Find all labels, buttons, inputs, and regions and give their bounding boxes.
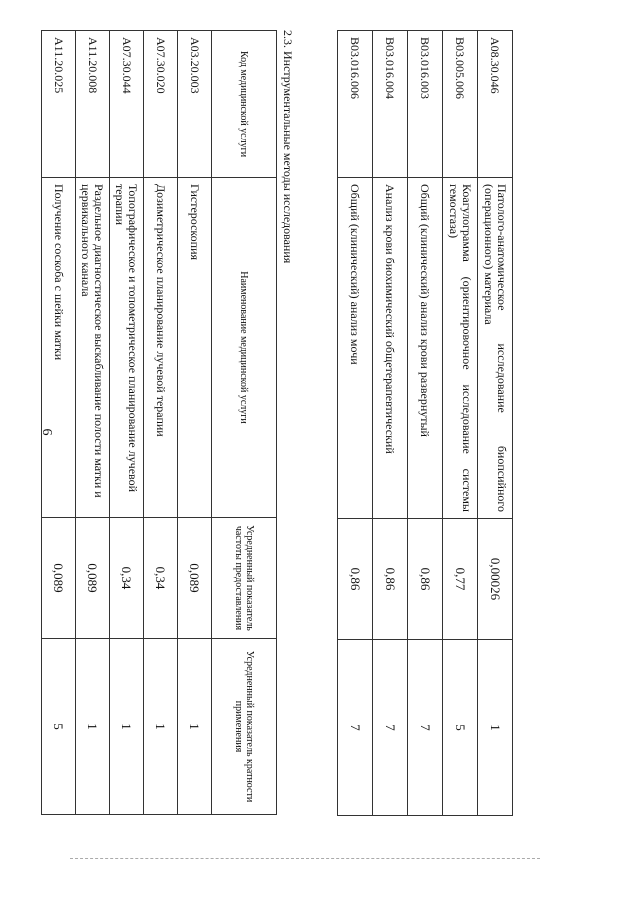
header-multiplicity: Усредненный показатель кратности применения — [212, 639, 277, 815]
table-row — [478, 31, 513, 816]
service-code: А07.30.044 — [110, 31, 144, 178]
frequency-value: 0,86 — [408, 519, 443, 640]
service-code: А03.20.003 — [178, 31, 212, 178]
header-name: Наименование медицинской услуги — [212, 178, 277, 518]
service-code: А08.30.046 — [478, 31, 513, 178]
header-frequency: Усредненный показатель частоты предоставления — [212, 518, 277, 639]
frequency-value: 0,34 — [110, 518, 144, 639]
table-row — [42, 31, 76, 815]
service-name: Топографическое и топометрическое планирование лучевой терапии — [110, 178, 144, 518]
service-code: А07.30.020 — [144, 31, 178, 178]
multiplicity-value: 7 — [338, 640, 373, 816]
lab-tests-table — [337, 30, 513, 816]
service-name: Коагулограмма (ориентировочное исследование системы гемостаза) — [443, 178, 478, 519]
service-code: В03.016.003 — [408, 31, 443, 178]
service-name: Раздельное диагностическое выскабливание полости матки и цервикального канала — [76, 178, 110, 518]
service-code: В03.005.006 — [443, 31, 478, 178]
multiplicity-value: 1 — [178, 639, 212, 815]
frequency-value: 0,86 — [338, 519, 373, 640]
frequency-value: 0,00026 — [478, 519, 513, 640]
table-row — [144, 31, 178, 815]
instrumental-methods-table — [41, 30, 277, 815]
frequency-value: 0,089 — [42, 518, 76, 639]
multiplicity-value: 1 — [76, 639, 110, 815]
frequency-value: 0,86 — [373, 519, 408, 640]
frequency-value: 0,089 — [76, 518, 110, 639]
table-header-row — [212, 31, 277, 815]
service-name: Общий (клинический) анализ крови развернутый — [408, 178, 443, 519]
service-code: В03.016.004 — [373, 31, 408, 178]
service-name: Дозиметрическое планирование лучевой терапии — [144, 178, 178, 518]
service-name: Получение соскоба с шейки матки — [42, 178, 76, 518]
multiplicity-value: 1 — [478, 640, 513, 816]
multiplicity-value: 1 — [110, 639, 144, 815]
table-row — [178, 31, 212, 815]
table-row — [373, 31, 408, 816]
service-code: А11.20.008 — [76, 31, 110, 178]
page-number: 6 — [39, 428, 54, 436]
service-code: А11.20.025 — [42, 31, 76, 178]
service-name: Общий (клинический) анализ мочи — [338, 178, 373, 519]
frequency-value: 0,34 — [144, 518, 178, 639]
table-row — [443, 31, 478, 816]
scan-edge-line — [70, 858, 540, 859]
service-name: Гистероскопия — [178, 178, 212, 518]
multiplicity-value: 5 — [42, 639, 76, 815]
table-row — [76, 31, 110, 815]
service-name: Патолого-анатомическое исследование биопсийного (операционного) материала — [478, 178, 513, 519]
section-heading: 2.3. Инструментальные методы исследования — [281, 30, 295, 264]
frequency-value: 0,089 — [178, 518, 212, 639]
multiplicity-value: 1 — [144, 639, 178, 815]
table-row — [338, 31, 373, 816]
frequency-value: 0,77 — [443, 519, 478, 640]
table-row — [408, 31, 443, 816]
header-code: Код медицинской услуги — [212, 31, 277, 178]
multiplicity-value: 5 — [443, 640, 478, 816]
table-row — [110, 31, 144, 815]
multiplicity-value: 7 — [408, 640, 443, 816]
service-name: Анализ крови биохимический общетерапевтический — [373, 178, 408, 519]
document-body — [53, 30, 513, 815]
multiplicity-value: 7 — [373, 640, 408, 816]
service-code: В03.016.006 — [338, 31, 373, 178]
